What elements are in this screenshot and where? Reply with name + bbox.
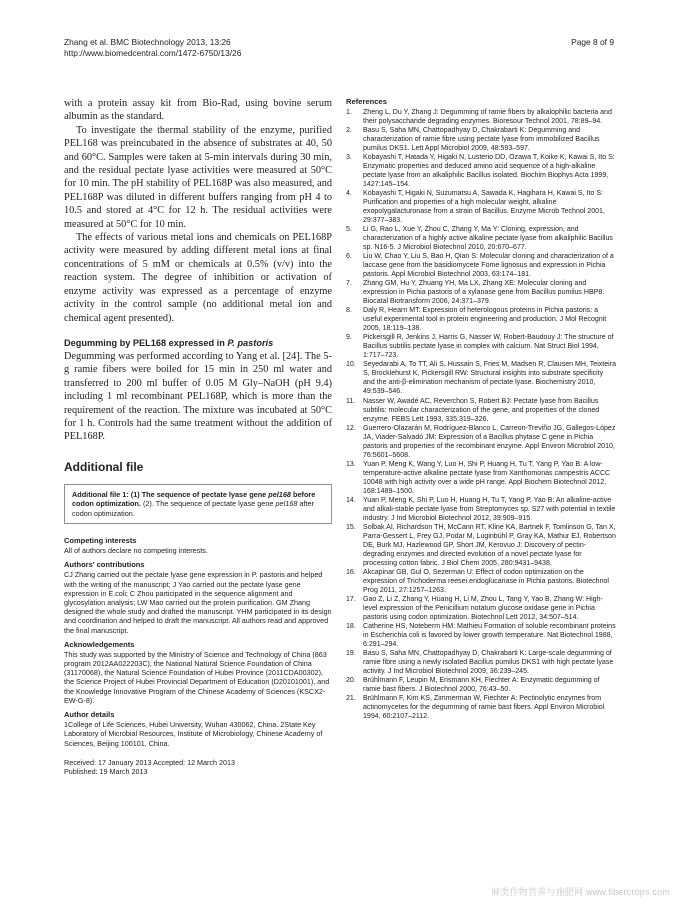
reference-text: Basu S, Saha MN, Chattopadhyay D, Chakrabarti K: Degumming and characterization of ramie fibre using pectate lyase from immobilized Bacillus pumilus DKS1. Lett Appl Microbiol 2009, 48:593–597. xyxy=(363,127,600,153)
reference-text: Liu W, Chao Y, Liu S, Bao H, Qian S: Molecular cloning and characterization of a laccase gene from the basidiomycete Fome lignosus and expression in Pichia pastoris. Appl Microbiol Biotechnol 2003, 63:174–181. xyxy=(363,253,614,279)
reference-item xyxy=(346,126,616,153)
reference-text: Li G, Rao L, Xue Y, Zhou C, Zhang Y, Ma Y: Cloning, expression, and characterization of a highly active alkaline pectate lyase from alkaliphilic Bacillus sp. N16-5. J Microbiol Biotechnol 2010, 20:670–677. xyxy=(363,226,613,252)
reference-text: Brühlmann F, Leupin M, Erismann KH, Fiechter A: Enzymatic degumming of ramie bast fibers. J Biotechnol 2000, 76:43–50. xyxy=(363,676,600,693)
reference-item xyxy=(346,496,616,523)
reference-number: 2. xyxy=(346,127,352,135)
reference-item xyxy=(346,397,616,424)
reference-text: Pickersgill R, Jenkins J, Harris G, Nasser W, Robert-Baudouy J: The structure of Bacillus subtilis pectate lyase in complex with calcium. Nat Struct Biol 1994, 1:717–723. xyxy=(363,334,614,360)
reference-number: 4. xyxy=(346,190,352,198)
citation: Zhang et al. BMC Biotechnology 2013, 13:26 xyxy=(64,37,231,47)
reference-item xyxy=(346,252,616,279)
reference-text: Akcapinar GB, Gul O, Sezerman U: Effect of codon optimization on the expression of Trichoderma reesei endoglucanase in Pichia pastoris. Biotechnol Prog 2011, 27:1257–1263. xyxy=(363,568,609,594)
reference-item xyxy=(346,676,616,694)
reference-item xyxy=(346,595,616,622)
reference-item xyxy=(346,523,616,568)
left-column xyxy=(64,97,332,776)
reference-number: 21. xyxy=(346,695,356,703)
paragraph: To investigate the thermal stability of the enzyme, purified PEL168 was preincubated in the absence of substrates at 40, 50 and 60°C. Samples were taken at 5-min intervals during 30 min, and the residual pectate lyase activities were measured at 50°C for 10 min. The pH stability of PEL168P was also measured, and PEL168P was diluted in different buffers ranging from pH 4 to 10.5 and stored at 4°C for 12 h. The residual activities were measured at 50°C for 10 min. xyxy=(64,124,332,230)
authors-contributions-heading: Authors' contributions xyxy=(64,560,145,570)
reference-text: Kobayashi T, Hatada Y, Higaki N, Lusterio DD, Ozawa T, Koike K, Kawai S, Ito S: Enzymatic properties and deduced amino acid sequence of a high-alkaline pectate lyase from an alkaliphilic Bacillus isolated. Biochim Biophys Acta 1999, 1427:145–154. xyxy=(363,154,615,189)
acknowledgements-text: This study was supported by the Ministry of Science and Technology of China (863 program 2012AA022203C), the National Natural Science Foundation of China (31170068), the Natural Science Foundation of Hubei Province (2011CDA00302), the Science Project of Hubei Provincial Department of Education (D20101001), and the Knowledge Innovative Program of the Chinese Academy of Sciences (KSCX2-EW-G-8). xyxy=(64,649,330,705)
reference-item xyxy=(346,360,616,396)
reference-number: 11. xyxy=(346,397,356,405)
watermark: 麻类作物营养与施肥网 www.fibercrops.com xyxy=(491,887,670,897)
reference-item xyxy=(346,622,616,649)
reference-number: 19. xyxy=(346,649,356,657)
reference-item xyxy=(346,189,616,225)
reference-text: Yuan P, Meng K, Wang Y, Luo H, Shi P, Huang H, Tu T, Yang P, Yao B: A low-temperature-active alkaline pectate lyase from Xanthomonas campestris ACCC 10048 with high activity over a wide pH range. Appl Biochem Biotechnol 2012, 168:1489–1500. xyxy=(363,460,611,495)
reference-item xyxy=(346,333,616,360)
additional-file-heading: Additional file xyxy=(64,459,144,474)
reference-item xyxy=(346,694,616,721)
reference-text: Seyedarabi A, To TT, Ali S, Hussain S, Fries M, Madsen R, Clausen MH, Teixteira S, Brocklehurst K, Pickersgill RW: Structural insights into substrate specificity and the anti-β-elimination mechanism of pectate lyase. Biochemistry 2010, 49:539–546. xyxy=(363,361,617,396)
running-header xyxy=(64,37,241,59)
reference-text: Yuan P, Meng K, Shi P, Luo H, Huang H, Tu T, Yang P, Yao B: An alkaline-active and alkali-stable pectate lyase from Streptomyces sp. S27 with potential in textile industry. J Ind Microbiol Biotechnol 2012, 39:909–915. xyxy=(363,496,616,522)
reference-number: 7. xyxy=(346,280,352,288)
reference-number: 16. xyxy=(346,568,356,576)
reference-item xyxy=(346,153,616,189)
reference-text: Zheng L, Du Y, Zhang J: Degumming of ramie fibers by alkalophilic bacteria and their polysaccharide degrading enzymes. Bioresour Technol 2001, 78:89–94. xyxy=(363,109,612,126)
reference-text: Brühlmann F, Kim KS, Zimmerman W, Fiechter A: Pectinolytic enzymes from actinomycetes for the degumming of ramie bast fibers. Appl Environ Microbiol 1994, 60:2107–2112. xyxy=(363,695,605,721)
paragraph: The effects of various metal ions and chemicals on PEL168P activity were measured by adding different metal ions at final concentrations of 5 mM or chemicals at 0.5% (v/v) into the reaction system. The degree of inhibition or activation of enzyme activity was expressed as a percentage of enzyme activity in the control sample (no additional metal ion and chemical agent presented). xyxy=(64,232,332,324)
reference-text: Kobayashi T, Higaki N, Suzumatsu A, Sawada K, Hagihara H, Kawai S, Ito S: Purification and properties of a high molecular weight, alkaline exopolygalacturonase from a strain of Bacillus. Enzyme Microb Technol 2001, 29:377–383. xyxy=(363,190,605,225)
references-column xyxy=(346,97,616,721)
reference-item xyxy=(346,424,616,460)
paragraph: with a protein assay kit from Bio-Rad, using bovine serum albumin as the standard. xyxy=(64,98,332,123)
reference-number: 15. xyxy=(346,523,356,531)
page-number: Page 8 of 9 xyxy=(571,37,614,47)
reference-number: 5. xyxy=(346,226,352,234)
reference-number: 17. xyxy=(346,595,356,603)
reference-text: Basu S, Saha MN, Chattopadhyay D, Chakrabarti K: Large-scale degumming of ramie fibre using a newly isolated Bacillus pumilus DKS1 with high pectate lyase activity. J Ind Microbiol Biotechnol 2009, 36:239–245. xyxy=(363,649,614,675)
reference-text: Gao Z, Li Z, Zhang Y, Huang H, Li M, Zhou L, Tang Y, Yao B, Zhang W: High-level expression of the Penicillium notatum glucose oxidase gene in Pichia pastoris using codon optimization. Biotechnol Lett 2012, 34:507–514. xyxy=(363,595,603,621)
reference-item xyxy=(346,306,616,333)
reference-item xyxy=(346,225,616,252)
published-date: Published: 19 March 2013 xyxy=(64,766,148,776)
section-heading: Degumming by PEL168 expressed in P. pastoris xyxy=(64,337,274,348)
reference-text: Zhang GM, Hu Y, Zhuang YH, Ma LX, Zhang XE: Molecular cloning and expression in Pichia pastoris of a xylanase gene from Bacillus pumilus HBP8. Biocatal Biotransform 2006, 24:371–379. xyxy=(363,280,605,306)
author-details-text: 1College of Life Sciences, Hubei University, Wuhan 430062, China. 2State Key Laboratory of Microbial Resources, Institute of Microbiology, Chinese Academy of Sciences, Beijing 100101, China. xyxy=(64,720,323,748)
reference-number: 6. xyxy=(346,253,352,261)
reference-text: Guerrero-Olazarán M, Rodríguez-Blanco L, Carreon-Treviño JG, Gallegos-López JA, Viader-Salvadó JM: Expression of a Bacillus phytase C gene in Pichia pastoris and properties of the recombinant enzyme. Appl Environ Microbiol 2010, 76:5601–5608. xyxy=(363,424,616,459)
paragraph: Degumming was performed according to Yang et al. [24]. The 5-g ramie fibers were boiled for 15 min in 250 ml water and transferred to 200 ml buffer of 0.05 M Gly–NaOH (pH 9.4) including 1 ml recombinant PEL168P, which is more than the requirement of the reaction. The mixture was incubated at 50°C for 1 h. Controls had the same treatment without the addition of PEL168P. xyxy=(64,350,332,443)
reference-text: Catherine HS, Noteberm HM: Mathieu Formation of soluble recombinant proteins in Escherichia coli is favored by lower growth temperature. Nat Biotechnol 1988, 6:291–294. xyxy=(363,622,616,648)
reference-item xyxy=(346,108,616,126)
reference-number: 13. xyxy=(346,460,356,468)
reference-number: 14. xyxy=(346,496,356,504)
reference-number: 18. xyxy=(346,622,356,630)
author-details-heading: Author details xyxy=(64,710,115,720)
acknowledgements-heading: Acknowledgements xyxy=(64,639,135,649)
additional-file-box[interactable]: Additional file 1: (1) The sequence of pectate lyase gene pel168 before codon optimization. (2). The sequence of pectate lyase gene pel168 after codon optimization. xyxy=(64,484,332,525)
reference-text: Nasser W, Awadé AC, Reverchon S, Robert BJ: Pectate lyase from Bacillus subtilis: molecular characterization of the gene, and properties of the cloned enzyme. FEBS Lett 1993, 335:319–326. xyxy=(363,397,600,423)
reference-item xyxy=(346,568,616,595)
reference-list xyxy=(346,108,616,721)
reference-text: Daly R, Hearn MT: Expression of heterologous proteins in Pichia pastoris: a useful experimental tool in protein engineering and production. J Mol Recognit 2005, 18:119–138. xyxy=(363,307,607,333)
reference-number: 12. xyxy=(346,424,356,432)
reference-item xyxy=(346,649,616,676)
references-heading: References xyxy=(346,97,387,106)
authors-contributions-text: CJ Zhang carried out the pectate lyase gene expression in P. pastoris and helped with the writing of the manuscript; J Yao carried out the pectate lyase gene expression in E.coli; C Zhou participated in the sequence alignment and glycosylation analysis; LW Mao carried out the protein purification. GM Zhang designed the whole study and drafted the manuscript. YHM participated in its design and coordination and helped to draft the manuscript. All authors read and approved the final manuscript. xyxy=(64,570,332,635)
reference-number: 8. xyxy=(346,307,352,315)
reference-number: 20. xyxy=(346,676,356,684)
competing-interests-text: All of authors declare no competing interests. xyxy=(64,546,208,556)
reference-text: Solbak AI, Richardson TH, McCann RT, Kline KA, Bartnek F, Tomlinson G, Tan X, Parra-Gessert L, Frey GJ, Podar M, Luginbühl P, Gray KA, Mathur EJ, Robertson DE, Burk MJ, Hazlewood GP, Short JM, Kerovuo J: Discovery of pectin-degrading enzymes and directed evolution of a novel pectate lyase for processing cotton fabric. J Biol Chem 2005, 280:9431–9438. xyxy=(363,523,616,567)
received-date: Received: 17 January 2013 Accepted: 12 March 2013 xyxy=(64,757,236,767)
article-url[interactable]: http://www.biomedcentral.com/1472-6750/13/26 xyxy=(64,48,242,58)
reference-item xyxy=(346,460,616,496)
competing-interests-heading: Competing interests xyxy=(64,536,137,546)
reference-number: 1. xyxy=(346,109,352,116)
reference-item xyxy=(346,279,616,306)
reference-number: 3. xyxy=(346,154,352,162)
reference-number: 10. xyxy=(346,361,356,369)
reference-number: 9. xyxy=(346,334,352,342)
